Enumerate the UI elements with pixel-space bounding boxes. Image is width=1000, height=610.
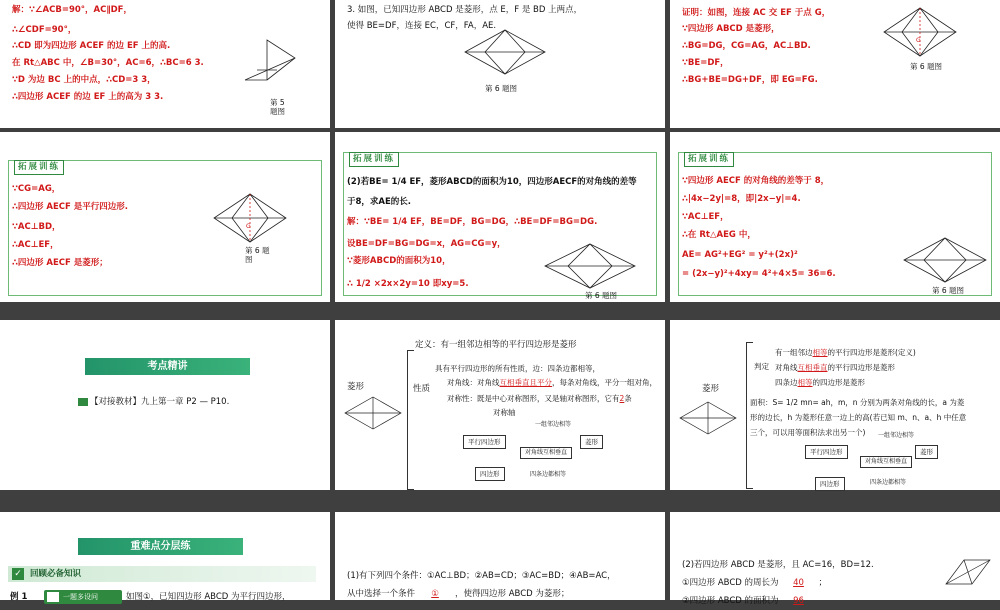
text-line: ∵菱形ABCD的面积为10， [347,256,451,266]
text-line: 从中选择一个条件 ① ，使得四边形 ABCD 为菱形； [347,589,570,599]
slide-layered-practice [0,512,330,600]
checkmark-icon: ✓ [12,568,24,580]
question-text: 如图①，已知四边形 ABCD 为平行四边形， [126,592,291,602]
topic-label: 菱形 [702,384,720,394]
share-icon [47,592,59,602]
text-line: ②四边形 ABCD 的面积为 96 [682,596,804,606]
text-line: ∵D 为边 BC 上的中点，∴CD=3 3， [12,75,156,85]
text-line: 设BE=DF=BG=DG=x，AG=CG=y， [347,239,506,249]
slide-rhombus-properties [335,320,665,490]
example-label: 例 1 [10,592,28,602]
slide-extension-1 [0,132,330,302]
flow-node-parallelogram: 平行四边形 [463,435,506,449]
judge-label: 判定 [754,362,769,371]
text-line: 于8，求AE的长. [347,197,412,207]
text-line: 对称轴 [493,408,516,417]
slide-rhombus-criteria [670,320,1000,490]
slide-extension-2 [335,132,665,302]
slide-key-points [0,320,330,490]
flow-edge-label: 对角线互相垂直 [860,456,912,468]
text-line: ∵四边形 ABCD 是菱形， [682,24,780,34]
section-banner: 重难点分层练 [78,538,243,555]
section-tag: 拓展训练 [684,152,734,167]
figure-caption: 第 5 题图 [270,98,285,116]
figure-caption: 第 6 题图 [485,84,518,93]
flow-edge-label: 一组邻边相等 [878,432,915,439]
section-tag: 拓展训练 [349,152,399,167]
text-line: 使得 BE=DF，连接 EC，CF，FA，AE. [347,21,497,31]
slide-extension-3 [670,132,1000,302]
text-line: (2)若BE= 1/4 EF，菱形ABCD的面积为10，四边形AECF的对角线的差等 [347,177,637,187]
text-line: 解：∵∠ACB=90°，AC∥DF， [12,5,132,15]
flow-edge-label: 四条边都相等 [870,479,907,486]
one-question-many-asks-button[interactable]: 一题多设问 [44,590,122,604]
text-line: ∴在 Rt△AEG 中， [682,230,756,240]
slide-problem6-proof [670,0,1000,128]
book-icon [78,398,88,406]
flow-edge-label: 一组邻边相等 [535,421,572,428]
property-label: 性质 [413,384,431,394]
rhombus-figure [938,556,993,588]
flow-node-rhombus: 菱形 [915,445,938,459]
text-line: ①四边形 ABCD 的周长为 40 ； [682,578,828,588]
svg-text:G: G [246,223,251,230]
text-line: ∵BE=DF， [682,58,729,68]
area-text: 面积：S= 1/2 mn= ah，m，n 分别为两条对角线的长，a 为菱 [750,398,965,407]
area-text: 形的边长，h 为菱形任意一边上的高(若已知 m、n、a、h 中任意 [750,413,967,422]
rhombus-figure [678,400,738,436]
geometry-figure [235,30,305,90]
text-line: ∵四边形 AECF 的对角线的差等于 8， [682,176,830,186]
figure-caption: 第 6 题图 [245,246,270,264]
slide-question-2 [670,512,1000,606]
text-line: (1)有下列四个条件：①AC⊥BD；②AB=CD；③AC=BD；④AB=AC， [347,571,616,581]
rhombus-figure [460,28,550,78]
slide-problem5-solution [0,0,330,128]
svg-text:G: G [916,37,921,44]
text-line: 在 Rt△ABC 中，∠B=30°，AC=6，∴BC=6 3. [12,58,204,68]
flow-node-quadrilateral: 四边形 [815,477,845,491]
text-line: 3. 如图，已知四边形 ABCD 是菱形，点 E，F 是 BD 上两点， [347,5,583,15]
text-line: ∴CD 即为四边形 ACEF 的边 EF 上的高. [12,41,171,51]
flow-node-parallelogram: 平行四边形 [805,445,848,459]
criterion-line: 四条边相等的四边形是菱形 [775,378,865,387]
text-line: 具有平行四边形的所有性质，边：四条边都相等， [435,364,600,373]
flow-node-rhombus: 菱形 [580,435,603,449]
text-line: ∵AC⊥BD， [12,222,61,232]
section-banner: 考点精讲 [85,358,250,375]
text-line: ∵AC⊥EF， [682,212,729,222]
figure-caption: 第 6 题图 [585,291,618,300]
rhombus-figure [880,6,960,61]
text-line: ∴∠CDF=90°， [12,25,77,35]
textbook-reference: 【对接教材】九上第一章 P2 — P10. [90,397,230,407]
topic-label: 菱形 [347,382,365,392]
figure-caption: 第 6 题图 [910,62,943,71]
definition-text: 定义：有一组邻边相等的平行四边形是菱形 [415,340,577,350]
text-line: AE= AG²+EG² = y²+(2x)² [682,250,798,260]
slide-question-1 [335,512,665,600]
text-line: (2)若四边形 ABCD 是菱形，且 AC=16，BD=12. [682,560,874,570]
text-line: 对角线：对角线互相垂直且平分，每条对角线，平分一组对角， [447,378,657,387]
area-text: 三个，可以用等面积法求出另一个) [750,428,866,437]
flow-node-quadrilateral: 四边形 [475,467,505,481]
rhombus-figure [343,395,403,431]
text-line: ∴BG=DG，CG=AG，AC⊥BD. [682,41,811,51]
text-line: = (2x−y)²+4xy= 4²+4×5= 36=6. [682,269,836,279]
text-line: 证明：如图，连接 AC 交 EF 于点 G， [682,8,831,18]
text-line: ∵CG=AG， [12,184,61,194]
criterion-line: 有一组邻边相等的平行四边形是菱形(定义) [775,348,916,357]
rhombus-figure [900,236,990,286]
figure-caption: 第 6 题图 [932,286,965,295]
text-line: 解：∵BE= 1/4 EF，BE=DF，BG=DG，∴BE=DF=BG=DG. [347,217,598,227]
flow-edge-label: 四条边都相等 [530,471,567,478]
text-line: ∴ 1/2 ×2x×2y=10 即xy=5. [347,279,469,289]
section-tag: 拓展训练 [14,160,64,175]
slide-problem6-question [335,0,665,128]
criterion-line: 对角线互相垂直的平行四边形是菱形 [775,363,895,372]
text-line: ∴AC⊥EF， [12,240,59,250]
brace [407,350,414,490]
rhombus-figure [540,242,640,292]
text-line: ∴四边形 AECF 是菱形； [12,258,108,268]
flow-edge-label: 对角线互相垂直 [520,447,572,459]
rhombus-figure [210,192,290,247]
subsection-title: 回顾必备知识 [30,569,82,579]
text-line: ∴|4x−2y|=8，即|2x−y|=4. [682,194,801,204]
text-line: ∴四边形 ACEF 的边 EF 上的高为 3 3. [12,92,164,102]
text-line: ∴四边形 AECF 是平行四边形. [12,202,128,212]
text-line: 对称性：既是中心对称图形，又是轴对称图形，它有2条 [447,394,632,403]
text-line: ∴BG+BE=DG+DF，即 EG=FG. [682,75,818,85]
